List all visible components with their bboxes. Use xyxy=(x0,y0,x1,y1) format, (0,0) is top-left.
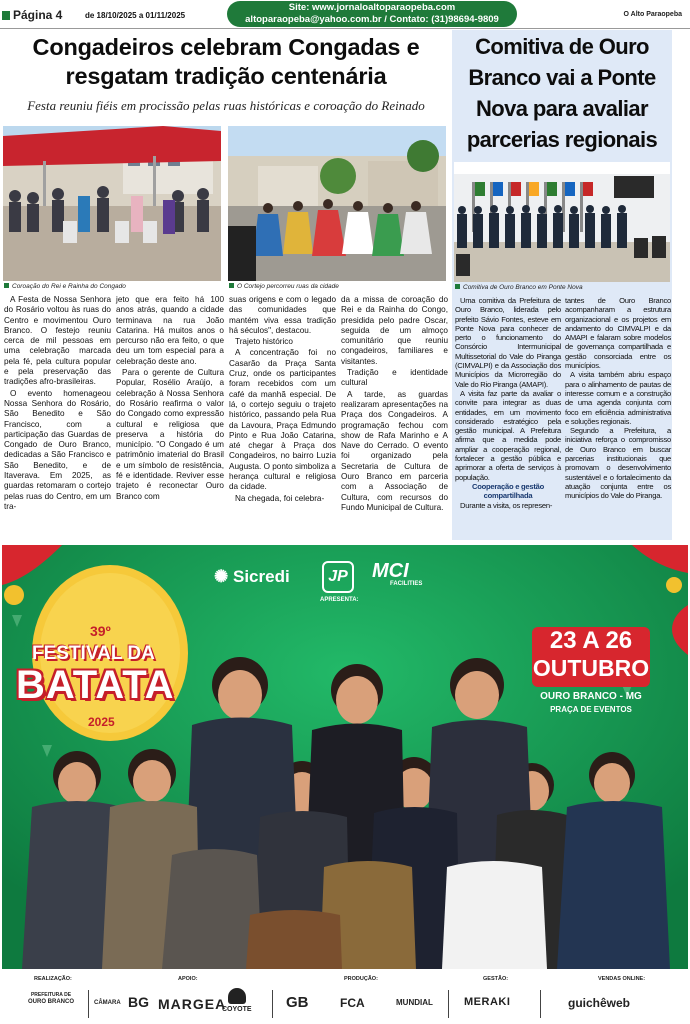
margea-logo: MARGEA xyxy=(158,996,227,1012)
header-divider xyxy=(0,28,690,29)
square-icon xyxy=(2,11,10,20)
mundial-logo: MUNDIAL xyxy=(396,998,433,1007)
footer-divider xyxy=(272,990,273,1018)
edition-dates: de 18/10/2025 a 01/11/2025 xyxy=(85,11,186,20)
festival-advertisement[interactable] xyxy=(2,545,688,969)
footer-label-realizacao: REALIZAÇÃO: xyxy=(34,976,72,982)
article-column-2 xyxy=(116,295,224,503)
festival-dates-month: OUTUBRO xyxy=(532,655,650,681)
paragraph: Na chegada, foi celebra- xyxy=(235,493,325,503)
paragraph: A Festa de Nossa Senhora do Rosário voltou às ruas do Centro e movimentou Ouro Branco. O festejo reuniu cerca de mil pessoas em uma celebração marcada pela fé, pela cultura popular e pela preservação das tradições afro-brasileiras. xyxy=(4,295,111,387)
festival-venue: PRAÇA DE EVENTOS xyxy=(550,705,632,714)
parade-scene xyxy=(228,126,446,281)
section-subheading: Tradição e identidade cultural xyxy=(341,368,448,388)
site-url[interactable]: Site: www.jornaloaltoparaopeba.com xyxy=(288,2,456,13)
photo-caption xyxy=(455,284,671,291)
page-header xyxy=(0,0,690,30)
photo-coronation xyxy=(3,126,221,281)
footer-divider xyxy=(448,990,449,1018)
bg-logo: BG xyxy=(128,994,149,1010)
coronation-scene xyxy=(3,126,221,281)
camara-logo: CÂMARA xyxy=(94,1000,121,1006)
contact-info: altoparaopeba@yahoo.com.br / Contato: (31)98694-9809 xyxy=(245,14,499,25)
presents-label: APRESENTA: xyxy=(320,597,359,603)
paragraph: tantes de Ouro Branco acompanharam a estrutura organizacional e os projetos em andamento do CIMVALPI e da AMAPI e falaram sobre modelos de governança compartilhada e gestão consorciada entre os municípios. xyxy=(565,296,671,371)
sidebar-headline xyxy=(452,31,672,155)
gb-logo: GB xyxy=(286,994,309,1011)
festival-edition: 39º xyxy=(90,623,111,639)
page-number xyxy=(2,8,62,22)
festival-dates-days: 23 A 26 xyxy=(549,627,633,654)
section-subheading: Cooperação e gestão compartilhada xyxy=(471,481,545,501)
caption-text: Comitiva de Ouro Branco em Ponte Nova xyxy=(463,284,583,291)
photo-caption xyxy=(229,283,447,290)
contact-pill xyxy=(227,1,517,27)
paragraph: Para o gerente de Cultura Popular, Rosélio Araújo, a celebração à Nossa Senhora do Rosário reafirma o valor do Congado como expressão cultural e religiosa que preserva a história do município. "O Congado é um patrimônio imaterial do Brasil e um símbolo de resistência, fé e identidade. Reviver esse trajeto é reconectar Ouro Branco com xyxy=(116,368,224,501)
headline-line: Branco vai a Ponte xyxy=(468,65,656,90)
guicheweb-logo: guichêweb xyxy=(568,996,631,1010)
article-subtitle: Festa reuniu fiéis em procissão pelas ruas históricas e coroação do Reinado xyxy=(27,98,425,113)
caption-text: O Cortejo percorreu ruas da cidade xyxy=(237,283,339,290)
section-subheading: Trajeto histórico xyxy=(235,337,293,347)
footer-label-producao: PRODUÇÃO: xyxy=(344,976,378,982)
festival-year: 2025 xyxy=(88,715,115,729)
ouro-branco-small: PREFEITURA DE xyxy=(30,992,72,998)
ad-sponsor-footer xyxy=(0,970,690,1024)
paragraph: jeto que era feito há 100 anos atrás, quando a cidade terminava na rua João Catarina. Há muitos anos o percurso não era feito, o que deu um tom especial para a celebração deste ano. xyxy=(116,295,224,366)
festival-dates-box xyxy=(532,627,650,687)
paragraph: suas origens e com o legado das comunidades que mantém viva essa tradição há séculos", destacou. xyxy=(229,295,336,335)
footer-label-apoio: APOIO: xyxy=(178,976,198,982)
headline-line: Comitiva de Ouro xyxy=(475,34,649,59)
coyote-icon xyxy=(228,988,246,1004)
paragraph: O evento homenageou Nossa Senhora do Rosário, São Benedito e São Francisco, com a participação das Guardas de Congado de Ouro Branco, dedicadas a São Francisco e São Benedito, e de Itaverava. Em 2025, as guardas retomaram o cortejo pelas ruas do Centro, em um tra- xyxy=(4,388,111,511)
footer-divider xyxy=(540,990,541,1018)
paragraph: da a missa de coroação do Rei e da Rainha do Congo, presidida pelo padre Oscar, seguida de um almoço comunitário que reuniu congadeiros, familiares e visitantes. xyxy=(341,295,448,366)
paragraph: A visita também abriu espaço para o alinhamento de pautas de interesse comum e a construção de uma agenda conjunta com foco em eficiência administrativa e soluções regionais. xyxy=(565,370,671,426)
article-headline xyxy=(4,33,448,91)
square-icon xyxy=(229,283,234,288)
footer-divider xyxy=(88,990,89,1018)
article-column-3 xyxy=(229,295,336,505)
photo-caption xyxy=(4,283,222,290)
coyote-logo: COYOTE xyxy=(222,1006,252,1013)
sidebar-column-1 xyxy=(455,296,561,510)
sicredi-logo xyxy=(214,567,290,587)
caption-text: Coroação do Rei e Rainha do Congado xyxy=(12,283,126,290)
sicredi-icon: ✺ xyxy=(214,567,229,586)
photo-delegation xyxy=(454,162,670,282)
page-number-text: Página 4 xyxy=(13,8,63,22)
festival-title-line1: FESTIVAL DA xyxy=(32,643,155,664)
ouro-branco-text: OURO BRANCO xyxy=(28,999,74,1005)
headline-line: Congadeiros celebram Congadas e xyxy=(32,34,420,60)
paragraph: A tarde, as guardas realizaram apresentações na Praça dos Congadeiros. A programação fechou com show de Rafa Marinho e A Nave do Cerrado. O evento foi organizado pela Secretaria de Cultura de Ouro Branco em parceria com a Associação de Cultura, com recursos do Fundo Municipal de Cultura. xyxy=(341,389,448,512)
fca-logo: FCA xyxy=(340,996,365,1010)
paragraph: A visita faz parte da avaliar o convite para integrar as duas entidades, em um movimento considerado estratégico pela gestão municipal. A Prefeitura afirma que a medida pode ampliar a cooperação regional, fortalecer a gestão pública e aprimorar a oferta de serviços à população. xyxy=(455,388,561,482)
sponsor-subtitle: FACILITIES xyxy=(390,581,423,587)
festival-artwork xyxy=(2,545,688,969)
square-icon xyxy=(455,284,460,289)
footer-label-gestao: GESTÃO: xyxy=(483,976,509,982)
photo-parade xyxy=(228,126,446,281)
festival-title-line2: BATATA xyxy=(16,663,175,707)
article-column-4 xyxy=(341,295,448,514)
sidebar-column-2 xyxy=(565,296,671,501)
paragraph: Uma comitiva da Prefeitura de Ouro Branco, liderada pelo prefeito Sávio Fontes, esteve em Ponte Nova para conhecer de perto o funcionamento do Consórcio Intermunicipal Multissetorial do Vale do Piranga (CIMVALPI) e da Associação dos Municípios da Microrregião do Vale do Rio Piranga (AMAPI). xyxy=(455,296,561,389)
festival-city: OURO BRANCO - MG xyxy=(540,691,642,702)
article-column-1 xyxy=(4,295,111,513)
ouro-branco-logo xyxy=(28,992,74,1006)
headline-line: parcerias regionais xyxy=(466,127,658,152)
sponsor-name: MCI xyxy=(372,560,409,582)
delegation-scene xyxy=(454,162,670,282)
paragraph: Durante a visita, os represen- xyxy=(460,500,553,510)
headline-line: Nova para avaliar xyxy=(475,96,649,121)
mci-logo xyxy=(372,561,422,587)
paragraph: A concentração foi no Casarão da Praça Santa Cruz, onde os participantes foram recebidos com um café da manhã especial. De lá, o cortejo seguiu o trajeto histórico, passando pela Rua da Lavoura, Praça Edmundo Pinto e Rua João Catarina, até chegar à Praça dos Congadeiros, no bairro Luzia Augusta. O ponto simboliza a herança cultural e religiosa da cidade. xyxy=(229,348,336,492)
footer-label-vendas: VENDAS ONLINE: xyxy=(598,976,646,982)
jp-logo: JP xyxy=(322,561,354,593)
newspaper-brand: O Alto Paraopeba xyxy=(623,11,682,18)
paragraph: Segundo a Prefeitura, a iniciativa reforça o compromisso de Ouro Branco em buscar parcerias institucionais que promovam o desenvolvimento sustentável e o fortalecimento da atuação conjunta entre os municípios do Vale do Piranga. xyxy=(565,426,671,501)
square-icon xyxy=(4,283,9,288)
sponsor-name: Sicredi xyxy=(232,567,290,586)
headline-line: resgatam tradição centenária xyxy=(65,63,387,89)
meraki-logo: MERAKI xyxy=(464,996,511,1008)
